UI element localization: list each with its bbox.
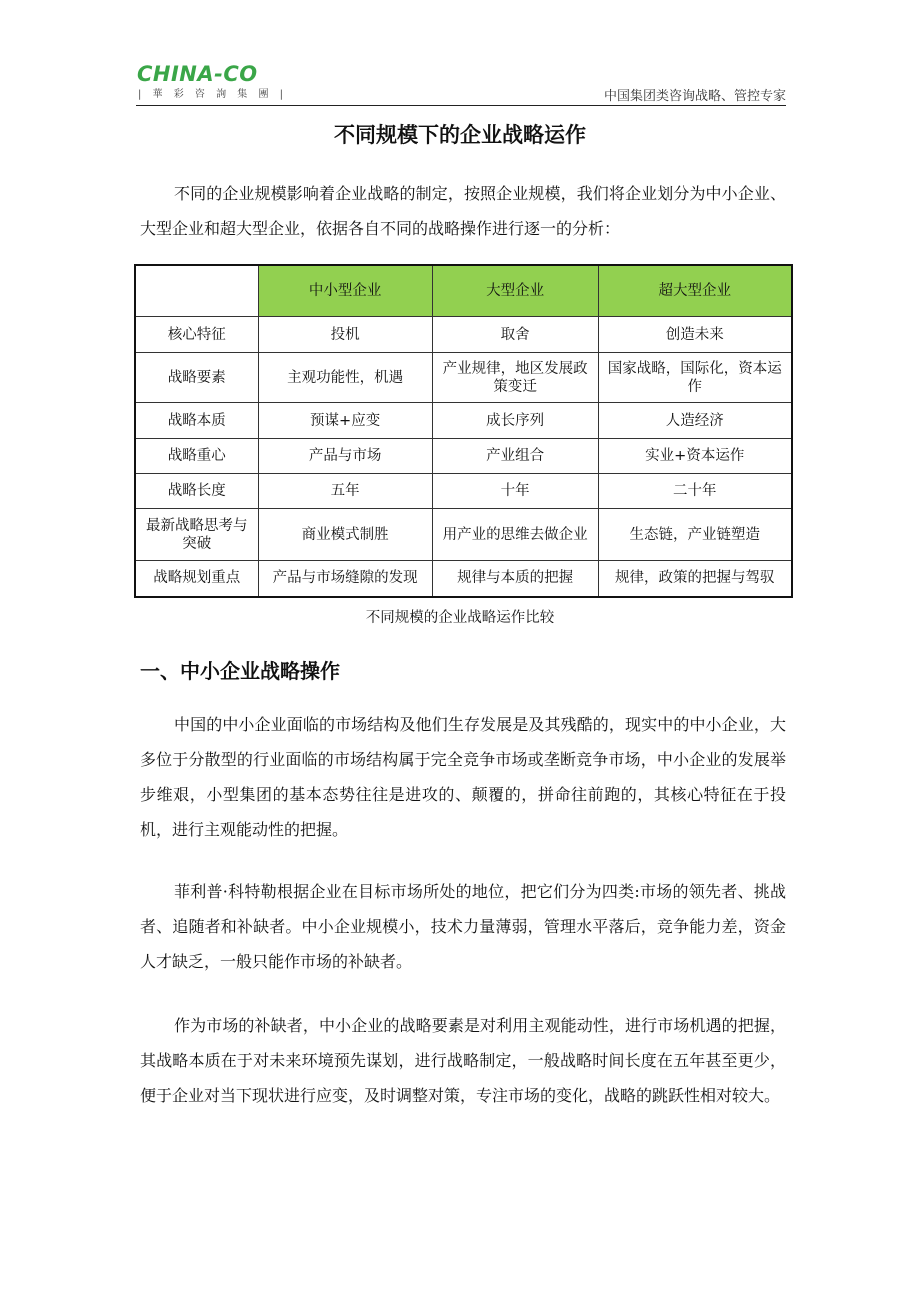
table-row bbox=[135, 317, 792, 353]
header-large: 大型企业 bbox=[432, 265, 598, 317]
page-title: 不同规模下的企业战略运作 bbox=[334, 123, 586, 147]
table-cell: 人造经济 bbox=[598, 403, 792, 439]
table-cell: 十年 bbox=[432, 474, 598, 509]
row-label: 战略规划重点 bbox=[135, 561, 258, 597]
row-label: 战略长度 bbox=[135, 474, 258, 509]
table-cell: 产业组合 bbox=[432, 439, 598, 474]
table-cell: 实业+资本运作 bbox=[598, 439, 792, 474]
table-row bbox=[135, 353, 792, 403]
section-heading: 一、中小企业战略操作 bbox=[140, 659, 340, 683]
china-co-logo: CHINA-CO bbox=[137, 62, 258, 86]
intro-paragraph: 不同的企业规模影响着企业战略的制定，按照企业规模，我们将企业划分为中小企业、大型企业和超大型企业，依据各自不同的战略操作进行逐一的分析： bbox=[140, 184, 786, 238]
row-label: 战略重心 bbox=[135, 439, 258, 474]
row-label: 核心特征 bbox=[135, 317, 258, 353]
body-paragraph: 中国的中小企业面临的市场结构及他们生存发展是及其残酷的，现实中的中小企业，大多位于分散型的行业面临的市场结构属于完全竞争市场或垄断竞争市场，中小企业的发展举步维艰，小型集团的基本态势往往是进攻的、颠覆的，拼命往前跑的，其核心特征在于投机，进行主观能动性的把握。 bbox=[140, 715, 786, 839]
row-label: 战略要素 bbox=[135, 353, 258, 403]
table-header-row bbox=[135, 265, 792, 317]
table-corner-cell bbox=[135, 265, 258, 317]
table-cell: 取舍 bbox=[432, 317, 598, 353]
table-cell: 成长序列 bbox=[432, 403, 598, 439]
table-cell: 产品与市场 bbox=[258, 439, 432, 474]
table-caption: 不同规模的企业战略运作比较 bbox=[365, 610, 555, 626]
table-row bbox=[135, 561, 792, 597]
logo-subtext: | 華 彩 咨 詢 集 團 | bbox=[138, 89, 287, 100]
body-paragraph: 菲利普·科特勒根据企业在目标市场所处的地位，把它们分为四类:市场的领先者、挑战者、追随者和补缺者。中小企业规模小，技术力量薄弱，管理水平落后，竞争能力差，资金人才缺乏，一般只能作市场的补缺者。 bbox=[140, 882, 786, 971]
body-paragraph: 作为市场的补缺者，中小企业的战略要素是对利用主观能动性，进行市场机遇的把握，其战略本质在于对未来环境预先谋划，进行战略制定，一般战略时间长度在五年甚至更少，便于企业对当下现状进行应变，及时调整对策，专注市场的变化，战略的跳跃性相对较大。 bbox=[140, 1016, 786, 1105]
table-cell: 创造未来 bbox=[598, 317, 792, 353]
table-cell: 预谋+应变 bbox=[258, 403, 432, 439]
table-cell: 规律，政策的把握与驾驭 bbox=[598, 561, 792, 597]
comparison-table bbox=[134, 264, 793, 598]
table-cell: 主观功能性，机遇 bbox=[258, 353, 432, 403]
table-cell: 生态链，产业链塑造 bbox=[598, 509, 792, 561]
table-cell: 产业规律，地区发展政策变迁 bbox=[432, 353, 598, 403]
table-cell: 商业模式制胜 bbox=[258, 509, 432, 561]
header-xlarge: 超大型企业 bbox=[598, 265, 792, 317]
table-cell: 用产业的思维去做企业 bbox=[432, 509, 598, 561]
table-cell: 产品与市场缝隙的发现 bbox=[258, 561, 432, 597]
table-cell: 规律与本质的把握 bbox=[432, 561, 598, 597]
table-row bbox=[135, 509, 792, 561]
table-row bbox=[135, 439, 792, 474]
header-tagline: 中国集团类咨询战略、管控专家 bbox=[603, 89, 786, 104]
row-label: 战略本质 bbox=[135, 403, 258, 439]
table-row bbox=[135, 403, 792, 439]
row-label: 最新战略思考与突破 bbox=[135, 509, 258, 561]
table-row bbox=[135, 474, 792, 509]
header-sme: 中小型企业 bbox=[258, 265, 432, 317]
table-cell: 投机 bbox=[258, 317, 432, 353]
table-cell: 二十年 bbox=[598, 474, 792, 509]
header-divider bbox=[136, 105, 786, 106]
page-header bbox=[136, 62, 786, 108]
table-cell: 五年 bbox=[258, 474, 432, 509]
table-cell: 国家战略，国际化，资本运作 bbox=[598, 353, 792, 403]
